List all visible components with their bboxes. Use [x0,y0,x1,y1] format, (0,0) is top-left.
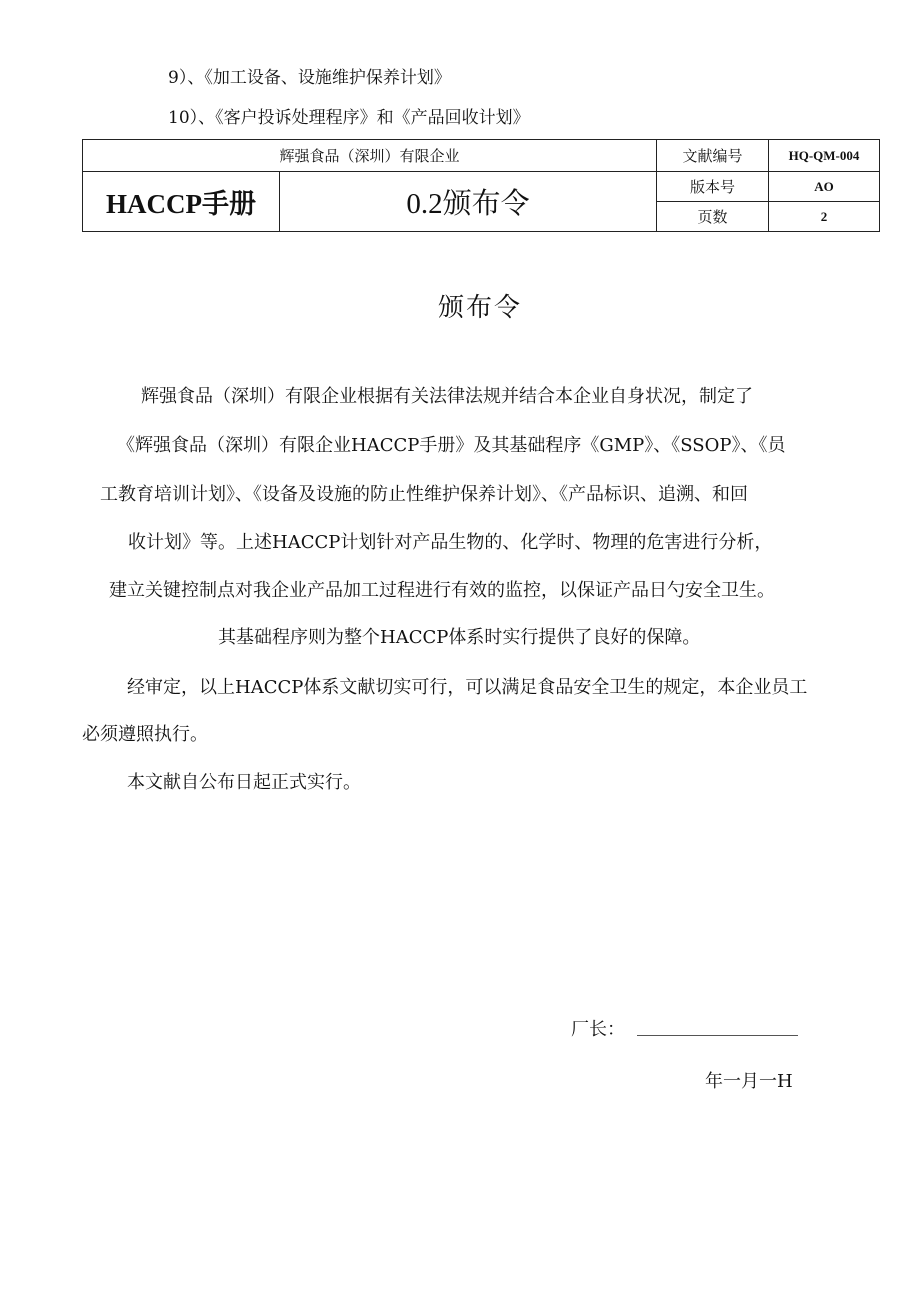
body-line-1: 辉强食品（深圳）有限企业根据有关法律法规并结合本企业自身状况，制定了 [141,386,753,407]
company-name: 辉强食品（深圳）有限企业 [83,140,657,172]
signature-date: 年一月一H [705,1071,793,1092]
body-line-2: 《辉强食品（深圳）有限企业HACCP手册》及其基础程序《GMP》、《SSOP》、《员 [117,435,786,456]
list-item-9: 9）、《加工设备、设施维护保养计划》 [168,68,451,88]
signature-line [637,1035,798,1036]
page-title: 颁布令 [437,293,522,323]
document-header-table [82,139,880,232]
body-line-3: 工教育培训计划》、《设备及设施的防止性维护保养计划》、《产品标识、追溯、和回 [100,484,748,505]
doc-no-value: HQ-QM-004 [769,140,880,172]
body-line-8: 必须遵照执行。 [82,724,208,745]
body-line-6: 其基础程序则为整个HACCP体系时实行提供了良好的保障。 [218,627,701,648]
page-label: 页数 [657,202,769,232]
body-line-5: 建立关键控制点对我企业产品加工过程进行有效的监控，以保证产品日勺安全卫生。 [109,580,775,601]
list-item-10: 10）、《客户投诉处理程序》和《产品回收计划》 [168,108,530,128]
page-value: 2 [769,202,880,232]
version-value: AO [769,172,880,202]
version-label: 版本号 [657,172,769,202]
body-line-4: 收计划》等。上述HACCP计划针对产品生物的、化学时、物理的危害进行分析， [128,532,773,553]
body-line-7: 经审定，以上HACCP体系文献切实可行，可以满足食品安全卫生的规定，本企业员工 [127,677,808,698]
signature-label: 厂长： [571,1019,625,1040]
doc-no-label: 文献编号 [657,140,769,172]
section-title: 0.2颁布令 [280,172,657,232]
body-line-9: 本文献自公布日起正式实行。 [127,772,361,793]
manual-title: HACCP手册 [83,172,280,232]
